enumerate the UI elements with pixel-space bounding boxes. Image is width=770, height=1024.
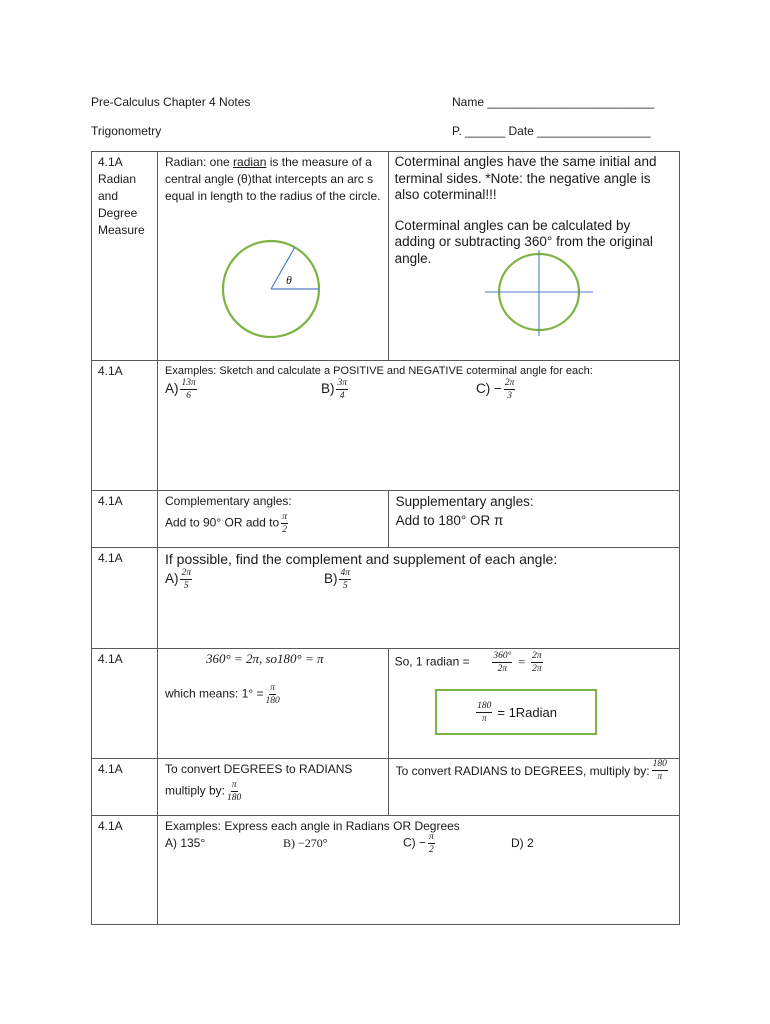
rad-to-deg-label: To convert RADIANS to DEGREES, multiply by: <box>395 764 650 778</box>
rad-to-deg <box>389 759 679 784</box>
relation-cell <box>157 649 388 759</box>
deg-to-rad-line1: To convert DEGREES to RADIANS <box>164 762 353 776</box>
complementary-rule <box>158 512 388 537</box>
degree-equation: 360° = 2π, so180° = π <box>205 651 324 666</box>
express-c-den: 2 <box>429 845 434 855</box>
supplementary-title: Supplementary angles: <box>395 494 534 509</box>
complementary-cell <box>157 491 388 548</box>
complementary-rule-text: Add to 90° OR add to <box>164 515 280 530</box>
express-prompt: Examples: Express each angle in Radians OR Degrees <box>164 819 460 833</box>
coterminal-diagram <box>483 250 595 336</box>
theta-label: θ <box>285 273 292 287</box>
comp-example-a <box>165 568 194 591</box>
comp-example-b <box>324 568 353 591</box>
r2d-num: 180 <box>652 759 667 769</box>
comp-example-b-num: 4π <box>340 568 350 578</box>
deg-to-rad-line2 <box>158 780 388 805</box>
unit-title: Trigonometry <box>91 124 162 138</box>
name-line: Name _________________________ <box>452 95 655 109</box>
example-b-den: 4 <box>339 391 345 401</box>
notes-table <box>91 151 680 925</box>
example-b-num: 3π <box>337 378 347 388</box>
deg-to-rad-cell <box>157 759 388 816</box>
box-den: π <box>481 713 487 724</box>
example-c-label: C) − <box>475 381 502 397</box>
example-a <box>165 378 199 401</box>
radian-highlight-box <box>435 689 597 735</box>
means-den: 180 <box>265 696 280 706</box>
radian-circle-diagram <box>222 236 322 340</box>
deg-to-rad-label: multiply by: <box>164 783 226 798</box>
row-radian-definition <box>92 152 680 361</box>
coterminal-cell <box>388 152 679 361</box>
section-label: 4.1A <box>98 551 123 565</box>
period-date-line: P. ______ Date _________________ <box>452 124 651 138</box>
means-label: which means: 1° = <box>164 686 264 701</box>
coterminal-prompt: Examples: Sketch and calculate a POSITIVE and NEGATIVE coterminal angle for each: <box>164 365 593 377</box>
so-label: So, 1 radian = <box>394 654 470 669</box>
comp-example-b-label: B) <box>323 571 338 587</box>
comp-example-a-den: 5 <box>183 581 189 591</box>
one-radian-cell <box>388 649 679 759</box>
complementary-title: Complementary angles: <box>164 494 292 508</box>
radian-definition-cell <box>157 152 388 361</box>
radian-word: radian <box>233 155 267 169</box>
row-coterminal-examples <box>92 361 680 491</box>
comp-example-a-num: 2π <box>181 568 191 578</box>
section-label: 4.1A <box>98 819 123 833</box>
row-radian-degree-relation <box>92 649 680 759</box>
radian-definition <box>158 152 388 207</box>
d2r-num: π <box>231 780 237 790</box>
means-num: π <box>270 683 275 693</box>
express-d: D) 2 <box>510 836 534 850</box>
express-b: B) −270° <box>282 836 328 850</box>
coterminal-definition: Coterminal angles have the same initial and terminal sides. *Note: the negative angle is also coterminal!!! <box>394 154 657 202</box>
comp-example-a-label: A) <box>164 571 179 587</box>
comp-den: 2 <box>282 525 287 535</box>
row-complementary-supplementary <box>92 491 680 548</box>
section-label <box>92 152 158 361</box>
so-den2: 2π <box>532 664 542 674</box>
section-label: 4.1A <box>98 652 123 666</box>
express-c-label: C) − <box>402 835 426 850</box>
course-title: Pre-Calculus Chapter 4 Notes <box>91 95 251 109</box>
express-a: A) 135° <box>164 836 206 850</box>
example-a-label: A) <box>164 381 179 397</box>
section-label-text: 4.1A Radian and Degree Measure <box>98 155 145 237</box>
supplementary-cell <box>388 491 679 548</box>
d2r-den: 180 <box>227 793 242 803</box>
section-label: 4.1A <box>98 494 123 508</box>
box-rhs: = 1Radian <box>497 704 557 720</box>
radian-pre: Radian: one <box>164 155 234 169</box>
so-num2: 2π <box>532 651 542 661</box>
supplementary-rule: Add to 180° OR π <box>395 513 504 528</box>
radian-post: is the measure of a central angle (θ)that intercepts an arc s equal in length to the radius of the circle. <box>164 155 381 203</box>
row-complement-supplement-examples <box>92 548 680 649</box>
so-num1: 360° <box>493 651 512 661</box>
section-label: 4.1A <box>98 364 123 378</box>
coterminal-calc: Coterminal angles can be calculated by adding or subtracting 360° from the original angle. <box>394 217 653 266</box>
express-examples-cell <box>157 816 679 925</box>
rad-to-deg-cell <box>388 759 679 816</box>
example-a-den: 6 <box>186 391 191 401</box>
comp-supp-examples-cell <box>157 548 679 649</box>
example-c-den: 3 <box>507 391 512 401</box>
example-b-label: B) <box>320 381 335 397</box>
coterminal-examples-cell <box>157 361 679 491</box>
express-c-num: π <box>429 832 434 842</box>
comp-supp-prompt: If possible, find the complement and supplement of each angle: <box>164 551 558 567</box>
example-a-num: 13π <box>181 378 196 388</box>
r2d-den: π <box>657 772 663 782</box>
example-c <box>476 378 517 401</box>
comp-num: π <box>282 512 287 522</box>
so-eq: = <box>517 654 526 669</box>
one-degree-relation <box>165 683 282 706</box>
express-c <box>403 832 437 855</box>
box-num: 180 <box>477 700 492 711</box>
example-c-num: 2π <box>504 378 515 388</box>
so-den1: 2π <box>497 664 508 674</box>
row-express-examples <box>92 816 680 925</box>
comp-example-b-den: 5 <box>342 581 348 591</box>
one-radian-relation <box>395 651 545 674</box>
row-conversion <box>92 759 680 816</box>
section-label: 4.1A <box>98 762 123 776</box>
example-b <box>321 378 350 401</box>
